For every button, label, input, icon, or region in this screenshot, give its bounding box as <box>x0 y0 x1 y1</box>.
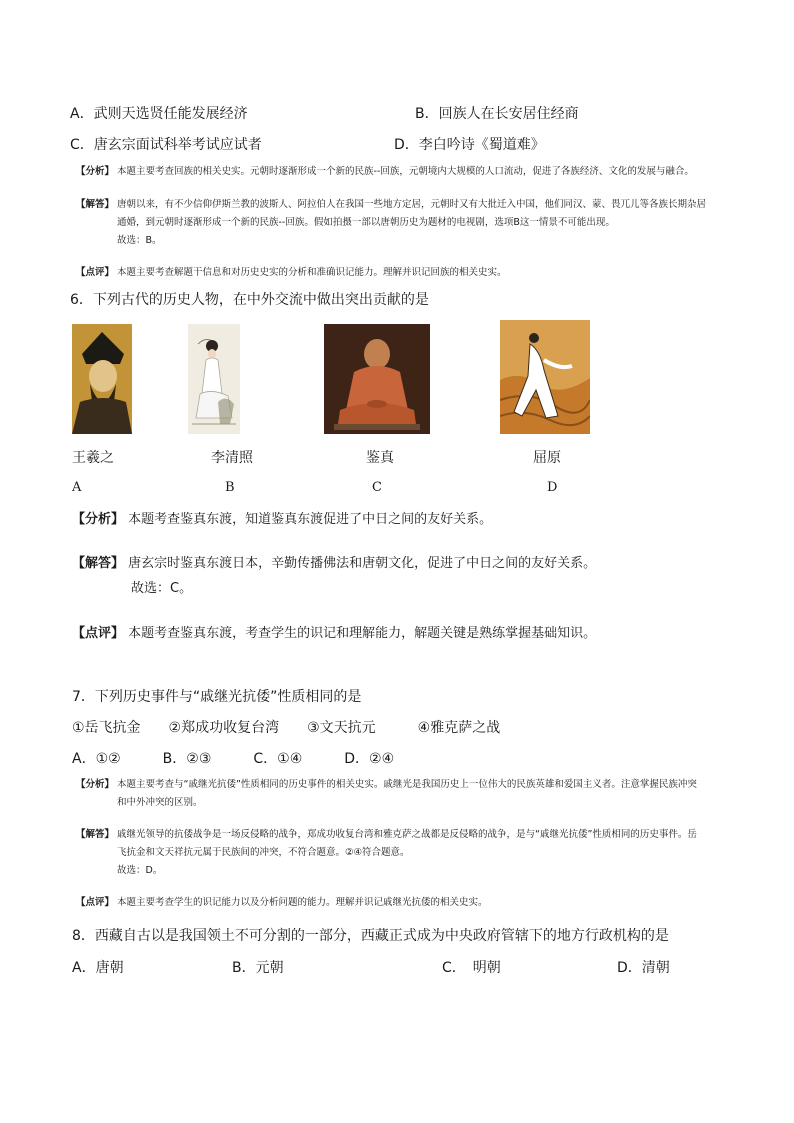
question-6-stem: 6．下列古代的历史人物，在中外交流中做出突出贡献的是 <box>70 292 429 308</box>
comment-tag: 【点评】 <box>76 897 115 908</box>
letter-c: C <box>372 480 382 495</box>
name-c: 鉴真 <box>366 450 394 466</box>
analysis-tag: 【分析】 <box>72 512 125 527</box>
comment-text: 本题考查鉴真东渡，考查学生的识记和理解能力，解题关键是熟练掌握基础知识。 <box>128 626 597 641</box>
q6-comment <box>72 622 596 641</box>
answer-text: 唐玄宗时鉴真东渡日本，辛勤传播佛法和唐朝文化，促进了中日之间的友好关系。 <box>128 556 597 571</box>
q7-comment <box>76 893 488 912</box>
analysis-text-line2: 和中外冲突的区别。 <box>117 797 203 808</box>
q7-analysis <box>76 775 697 794</box>
option-c: C．唐玄宗面试科举考试应试者 <box>70 137 262 153</box>
analysis-text: 本题考查鉴真东渡，知道鉴真东渡促进了中日之间的友好关系。 <box>128 512 493 527</box>
q8-option-d: D．清朝 <box>617 960 670 976</box>
answer-choice: 故选：B。 <box>117 235 162 246</box>
answer-block <box>76 195 706 214</box>
q8-option-b: B．元朝 <box>232 960 284 976</box>
name-d: 屈原 <box>533 450 561 466</box>
q6-answer-choice: 故选：C。 <box>131 581 193 596</box>
q8-option-c: C． 明朝 <box>442 960 501 976</box>
comment-text: 本题主要考查解题干信息和对历史史实的分析和准确识记能力。理解并识记回族的相关史实。 <box>117 267 507 278</box>
q8-option-a: A．唐朝 <box>72 960 124 976</box>
answer-tag: 【解答】 <box>76 829 115 840</box>
question-7-stem: 7．下列历史事件与“戚继光抗倭”性质相同的是 <box>72 689 362 705</box>
question-7-items: ①岳飞抗金 ②郑成功收复台湾 ③文天抗元 ④雅克萨之战 <box>72 720 501 736</box>
question-8-stem: 8．西藏自古以是我国领土不可分割的一部分，西藏正式成为中央政府管辖下的地方行政机构的是 <box>72 928 669 944</box>
comment-block <box>76 263 507 282</box>
statue-jianzhen <box>324 324 430 434</box>
portrait-li-qingzhao <box>188 324 240 434</box>
answer-tag: 【解答】 <box>76 199 115 210</box>
analysis-block <box>76 162 694 181</box>
name-b: 李清照 <box>211 450 253 466</box>
answer-choice: 故选：D。 <box>117 865 163 876</box>
analysis-tag: 【分析】 <box>76 166 115 177</box>
letter-d: D <box>547 480 558 495</box>
letter-a: A <box>72 480 82 495</box>
name-a: 王羲之 <box>72 450 114 466</box>
analysis-tag: 【分析】 <box>76 779 115 790</box>
q6-analysis <box>72 508 492 527</box>
answer-text-line1: 戚继光领导的抗倭战争是一场反侵略的战争，郑成功收复台湾和雅克萨之战都是反侵略的战争，是与“戚继光抗倭”性质相同的历史事件。岳 <box>117 829 697 840</box>
q7-answer <box>76 825 697 844</box>
comment-text: 本题主要考查学生的识记能力以及分析问题的能力。理解并识记戚继光抗倭的相关史实。 <box>117 897 488 908</box>
option-b: B．回族人在长安居住经商 <box>415 106 579 122</box>
answer-tag: 【解答】 <box>72 556 125 571</box>
analysis-text-line1: 本题主要考查与“戚继光抗倭”性质相同的历史事件的相关史实。戚继光是我国历史上一位伟大的民族英雄和爱国主义者。注意掌握民族冲突 <box>117 779 697 790</box>
answer-text-line1: 唐朝以来，有不少信仰伊斯兰教的波斯人、阿拉伯人在我国一些地方定居，元朝时又有大批迁入中国，他们同汉、蒙、畏兀儿等各族长期杂居 <box>117 199 707 210</box>
q6-answer <box>72 552 596 571</box>
comment-tag: 【点评】 <box>76 267 115 278</box>
option-d: D．李白吟诗《蜀道难》 <box>394 137 545 153</box>
letter-b: B <box>225 480 235 495</box>
comment-tag: 【点评】 <box>72 626 125 641</box>
option-a: A．武则天选贤任能发展经济 <box>70 106 248 122</box>
answer-text-line2: 通婚，到元朝时逐渐形成一个新的民族--回族。假如拍摄一部以唐朝历史为题材的电视剧，选项B这一情景不可能出现。 <box>117 217 615 228</box>
answer-text-line2: 飞抗金和文天祥抗元属于民族间的冲突，不符合题意。②④符合题意。 <box>117 847 410 858</box>
question-7-options: A．①② B．②③ C．①④ D．②④ <box>72 751 395 767</box>
painting-qu-yuan <box>500 320 590 434</box>
portrait-wang-xizhi <box>72 324 132 434</box>
analysis-text: 本题主要考查回族的相关史实。元朝时逐渐形成一个新的民族--回族，元朝境内大规模的人口流动，促进了各族经济、文化的发展与融合。 <box>117 166 694 177</box>
